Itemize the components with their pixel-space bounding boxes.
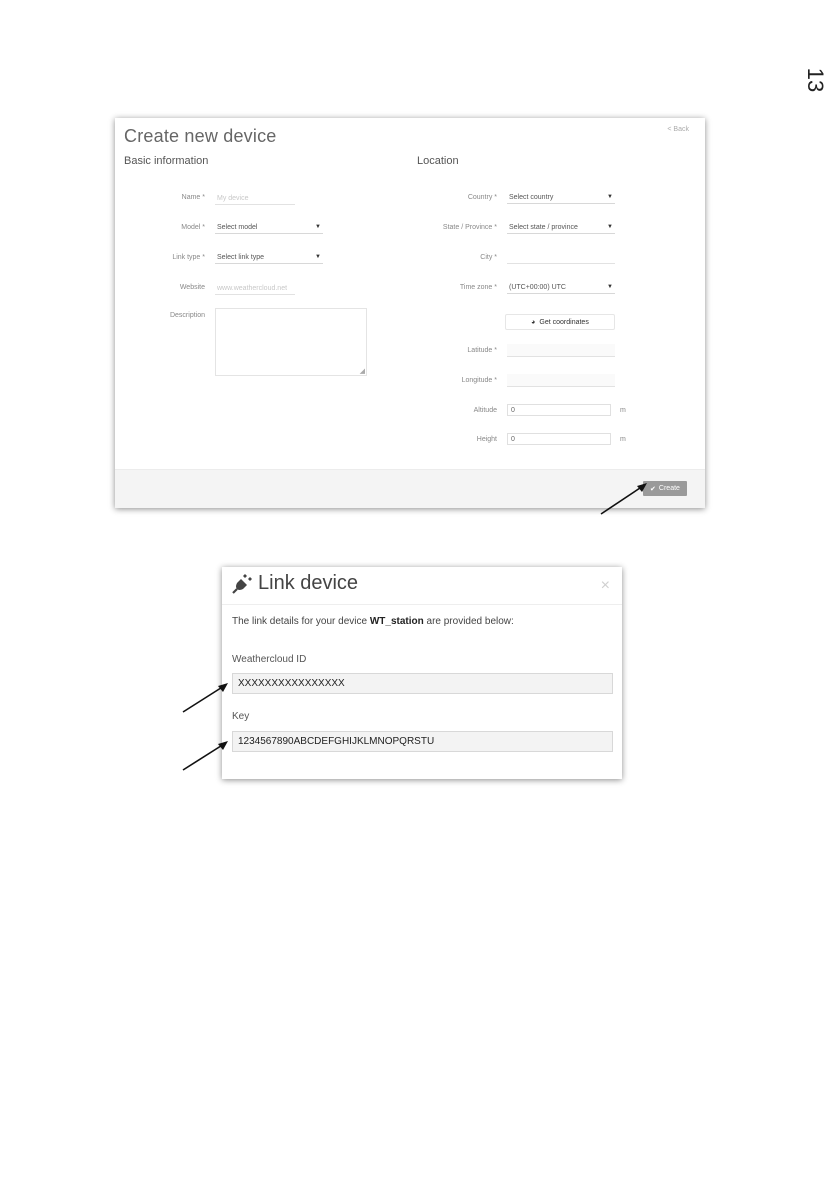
model-label: Model * — [181, 224, 205, 231]
location-heading: Location — [417, 155, 459, 167]
description-textarea[interactable] — [215, 308, 367, 376]
country-select-value: Select country — [509, 194, 554, 201]
time-zone-label: Time zone * — [459, 284, 497, 291]
caret-down-icon: ▼ — [315, 254, 321, 260]
dialog-title-text: Link device — [258, 572, 359, 594]
weathercloud-id-field[interactable]: XXXXXXXXXXXXXXXX — [232, 673, 613, 694]
link-device-dialog — [222, 567, 622, 779]
state-province-label: State / Province * — [442, 224, 497, 231]
dialog-description — [232, 616, 514, 627]
country-select[interactable] — [507, 191, 615, 204]
arrow-pointer-create — [595, 478, 655, 518]
name-input[interactable]: My device — [215, 192, 295, 205]
weathercloud-id-label: Weathercloud ID — [232, 654, 307, 665]
arrow-pointer-id — [178, 678, 238, 718]
check-icon: ✔ — [650, 485, 656, 493]
latitude-input[interactable] — [507, 344, 615, 357]
create-device-panel — [115, 118, 705, 508]
altitude-unit: m — [620, 407, 626, 414]
description-label: Description — [169, 312, 205, 319]
city-label: City * — [480, 254, 497, 261]
model-select-value: Select model — [217, 224, 258, 231]
globe-icon: ◕ — [531, 318, 536, 326]
arrow-pointer-key — [178, 736, 238, 776]
longitude-label: Longitude * — [461, 377, 497, 384]
close-icon[interactable]: × — [600, 577, 610, 594]
link-type-select[interactable] — [215, 251, 323, 264]
model-select[interactable] — [215, 221, 323, 234]
state-province-select[interactable] — [507, 221, 615, 234]
height-unit: m — [620, 436, 626, 443]
caret-down-icon: ▼ — [607, 284, 613, 290]
latitude-label: Latitude * — [467, 347, 497, 354]
longitude-input[interactable] — [507, 374, 615, 387]
time-zone-select-value: (UTC+00:00) UTC — [509, 284, 566, 291]
resize-handle-icon[interactable]: ◢ — [359, 368, 365, 375]
back-link[interactable]: < Back — [667, 126, 689, 133]
website-label: Website — [179, 284, 205, 291]
link-type-select-value: Select link type — [217, 254, 265, 261]
key-label: Key — [232, 711, 250, 722]
dialog-title — [232, 572, 358, 595]
time-zone-select[interactable] — [507, 281, 615, 294]
caret-down-icon: ▼ — [607, 224, 613, 230]
page-number: 13 — [803, 67, 828, 93]
desc-prefix: The link details for your device — [232, 616, 370, 627]
get-coordinates-label: Get coordinates — [539, 318, 589, 326]
key-field[interactable]: 1234567890ABCDEFGHIJKLMNOPQRSTU — [232, 731, 613, 752]
height-input[interactable]: 0 — [507, 433, 611, 445]
desc-suffix: are provided below: — [423, 616, 514, 627]
basic-information-heading: Basic information — [124, 155, 209, 167]
name-label: Name * — [181, 194, 205, 201]
website-input[interactable]: www.weathercloud.net — [215, 282, 295, 295]
state-province-select-value: Select state / province — [509, 224, 578, 231]
page-title: Create new device — [124, 126, 277, 146]
height-label: Height — [476, 436, 497, 443]
country-label: Country * — [467, 194, 497, 201]
caret-down-icon: ▼ — [315, 224, 321, 230]
get-coordinates-button[interactable] — [505, 314, 615, 330]
city-input[interactable] — [507, 251, 615, 264]
plug-icon — [232, 574, 252, 594]
device-name: WT_station — [369, 616, 424, 627]
divider — [222, 604, 622, 605]
altitude-input[interactable]: 0 — [507, 404, 611, 416]
link-type-label: Link type * — [172, 254, 205, 261]
altitude-label: Altitude — [473, 407, 497, 414]
caret-down-icon: ▼ — [607, 194, 613, 200]
create-button-label: Create — [658, 485, 680, 492]
